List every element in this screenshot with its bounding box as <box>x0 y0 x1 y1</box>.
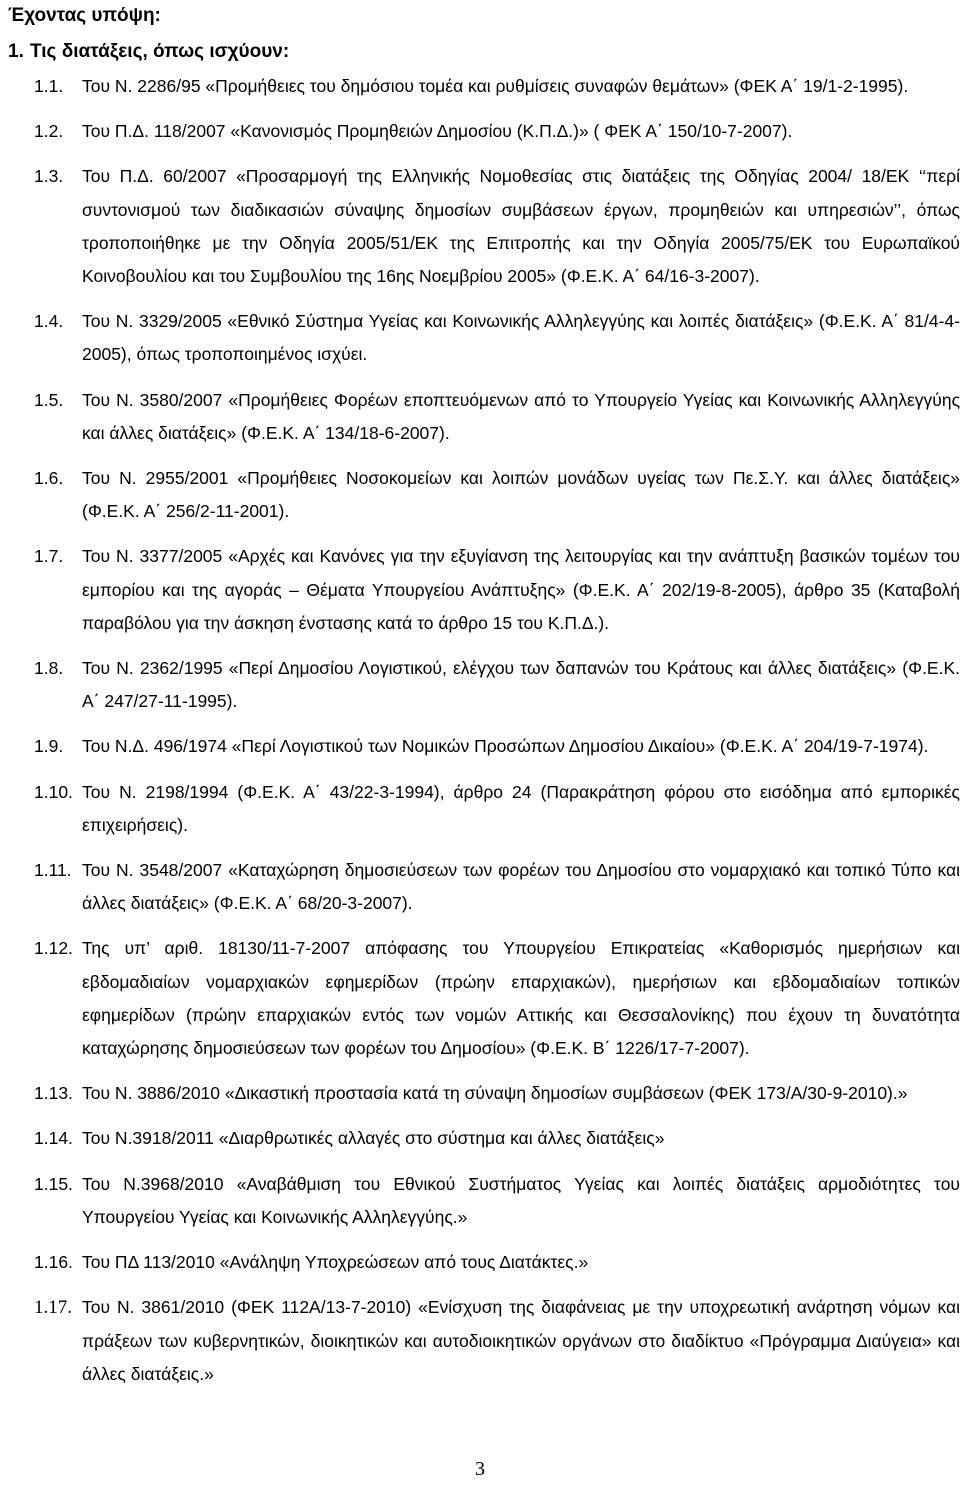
item-text: Του Ν. 3580/2007 «Προμήθειες Φορέων εποπτευόμενων από το Υπουργείο Υγείας και Κοινωνικής Αλληλεγγύης και άλλες διατάξεις» (Φ.Ε.Κ. Α΄ 134/18-6-2007). <box>82 389 960 443</box>
item-number: 1.2. <box>34 121 64 142</box>
item-text: Του Ν.3968/2010 «Αναβάθμιση του Εθνικού Συστήματος Υγείας και λοιπές διατάξεις αρμοδιότητες του Υπουργείου Υγείας και Κοινωνικής Αλληλεγγύης.» <box>82 1173 960 1227</box>
item-text: Του Ν. 2286/95 «Προμήθειες του δημόσιου τομέα και ρυθμίσεις συναφών θεμάτων» (ΦΕΚ Α΄ 19/1-2-1995). <box>82 76 909 96</box>
provisions-list <box>34 70 960 1403</box>
list-item <box>34 305 960 371</box>
item-text: Του Ν. 2198/1994 (Φ.Ε.Κ. Α΄ 43/22-3-1994), άρθρο 24 (Παρακράτηση φόρου στο εισόδημα από εμπορικές επιχειρήσεις). <box>82 781 960 835</box>
item-text: Του Ν. 3329/2005 «Εθνικό Σύστημα Υγείας και Κοινωνικής Αλληλεγγύης και λοιπές διατάξεις» (Φ.Ε.Κ. Α΄ 81/4-4-2005), όπως τροποποιημένος ισχύει. <box>82 311 960 365</box>
item-text: Του Π.Δ. 60/2007 «Προσαρμογή της Ελληνικής Νομοθεσίας στις διατάξεις της Οδηγίας 2004/ 18/ΕΚ ‘‘περί συντονισμού των διαδικασιών σύναψης δημοσίων συμβάσεων έργων, προμηθειών και υπηρεσιών’’, όπως τροποποιήθηκε με την Οδηγία 2005/51/ΕΚ της Επιτροπής και την Οδηγία 2005/75/ΕΚ του Ευρωπαϊκού Κοινοβουλίου και του Συμβουλίου της 16ης Νοεμβρίου 2005» (Φ.Ε.Κ. Α΄ 64/16-3-2007). <box>82 166 960 287</box>
item-text: Του Ν.Δ. 496/1974 «Περί Λογιστικού των Νομικών Προσώπων Δημοσίου Δικαίου» (Φ.Ε.Κ. Α΄ 204/19-7-1974). <box>82 736 929 757</box>
item-number: 1.5. <box>34 389 64 410</box>
section-number: 1. <box>8 41 24 62</box>
list-item <box>34 384 960 450</box>
item-text: Του Ν.3918/2011 «Διαρθρωτικές αλλαγές στο σύστημα και άλλες διατάξεις» <box>82 1128 665 1149</box>
list-item <box>34 652 960 718</box>
list-item <box>34 70 960 103</box>
item-number: 1.11. <box>34 860 72 881</box>
document-heading: Έχοντας υπόψη: <box>8 5 161 26</box>
item-number: 1.3. <box>34 166 64 187</box>
item-number: 1.12. <box>34 938 73 959</box>
list-item <box>34 115 960 148</box>
item-number: 1.1. <box>34 76 64 96</box>
item-text: Του Ν. 3886/2010 «Δικαστική προστασία κατά τη σύναψη δημοσίων συμβάσεων (ΦΕΚ 173/Α/30-9-2010).» <box>82 1083 908 1104</box>
item-text: Του Ν. 3377/2005 «Αρχές και Κανόνες για την εξυγίανση της λειτουργίας και την ανάπτυξη βασικών τομέων του εμπορίου και της αγοράς – Θέματα Υπουργείου Ανάπτυξης» (Φ.Ε.Κ. Α΄ 202/19-8-2005), άρθρο 35 (Καταβολή παραβόλου για την άσκηση ένστασης κατά το άρθρο 15 του Κ.Π.Δ.). <box>82 546 960 633</box>
item-number: 1.9. <box>34 736 64 757</box>
section-title-text: Τις διατάξεις, όπως ισχύουν: <box>30 41 290 62</box>
list-item <box>34 1122 960 1155</box>
section-title <box>8 36 289 68</box>
item-number: 1.17. <box>34 1297 72 1319</box>
item-number: 1.10. <box>34 781 73 802</box>
item-number: 1.15. <box>34 1173 73 1194</box>
item-number: 1.8. <box>34 658 64 679</box>
item-text: Του Ν. 3548/2007 «Καταχώρηση δημοσιεύσεων των φορέων του Δημοσίου στο νομαρχιακό και τοπικό Τύπο και άλλες διατάξεις» (Φ.Ε.Κ. Α΄ 68/20-3-2007). <box>82 860 960 914</box>
item-number: 1.16. <box>34 1252 73 1273</box>
item-number: 1.4. <box>34 311 64 332</box>
list-item <box>34 730 960 763</box>
item-text: Του Ν. 3861/2010 (ΦΕΚ 112Α/13-7-2010) «Ενίσχυση της διαφάνειας με την υποχρεωτική ανάρτηση νόμων και πράξεων των κυβερνητικών, διοικητικών και αυτοδιοικητικών οργάνων στο διαδίκτυο «Πρόγραμμα Διαύγεια» και άλλες διατάξεις.» <box>82 1297 960 1384</box>
list-item <box>34 1291 960 1391</box>
item-number: 1.7. <box>34 546 64 567</box>
item-number: 1.14. <box>34 1128 73 1149</box>
item-text: Του ΠΔ 113/2010 «Ανάληψη Υποχρεώσεων από τους Διατάκτες.» <box>82 1252 589 1273</box>
list-item <box>34 462 960 528</box>
item-text: Του Π.Δ. 118/2007 «Κανονισμός Προμηθειών Δημοσίου (Κ.Π.Δ.)» ( ΦΕΚ Α΄ 150/10-7-2007). <box>82 121 793 142</box>
list-item <box>34 854 960 920</box>
list-item <box>34 160 960 293</box>
list-item <box>34 1246 960 1279</box>
list-item <box>34 932 960 1065</box>
list-item <box>34 1168 960 1234</box>
item-text: Της υπ’ αριθ. 18130/11-7-2007 απόφασης του Υπουργείου Επικρατείας «Καθορισμός ημερήσιων και εβδομαδιαίων νομαρχιακών εφημερίδων (πρώην επαρχιακών), ημερήσιων και εβδομαδιαίων τοπικών εφημερίδων (πρώην επαρχιακών εντός των νομών Αττικής και Θεσσαλονίκης) που έχουν τη δυνατότητα καταχώρησης δημοσιεύσεων των φορέων του Δημοσίου» (Φ.Ε.Κ. Β΄ 1226/17-7-2007). <box>82 938 960 1059</box>
item-text: Του Ν. 2955/2001 «Προμήθειες Νοσοκομείων και λοιπών μονάδων υγείας των Πε.Σ.Υ. και άλλες διατάξεις» (Φ.Ε.Κ. Α΄ 256/2-11-2001). <box>82 468 960 522</box>
item-number: 1.13. <box>34 1083 73 1104</box>
item-number: 1.6. <box>34 468 64 489</box>
list-item <box>34 776 960 842</box>
item-text: Του Ν. 2362/1995 «Περί Δημοσίου Λογιστικού, ελέγχου των δαπανών του Κράτους και άλλες διατάξεις» (Φ.Ε.Κ. Α΄ 247/27-11-1995). <box>82 658 960 712</box>
page-number: 3 <box>475 1458 485 1480</box>
list-item <box>34 540 960 640</box>
list-item <box>34 1077 960 1110</box>
